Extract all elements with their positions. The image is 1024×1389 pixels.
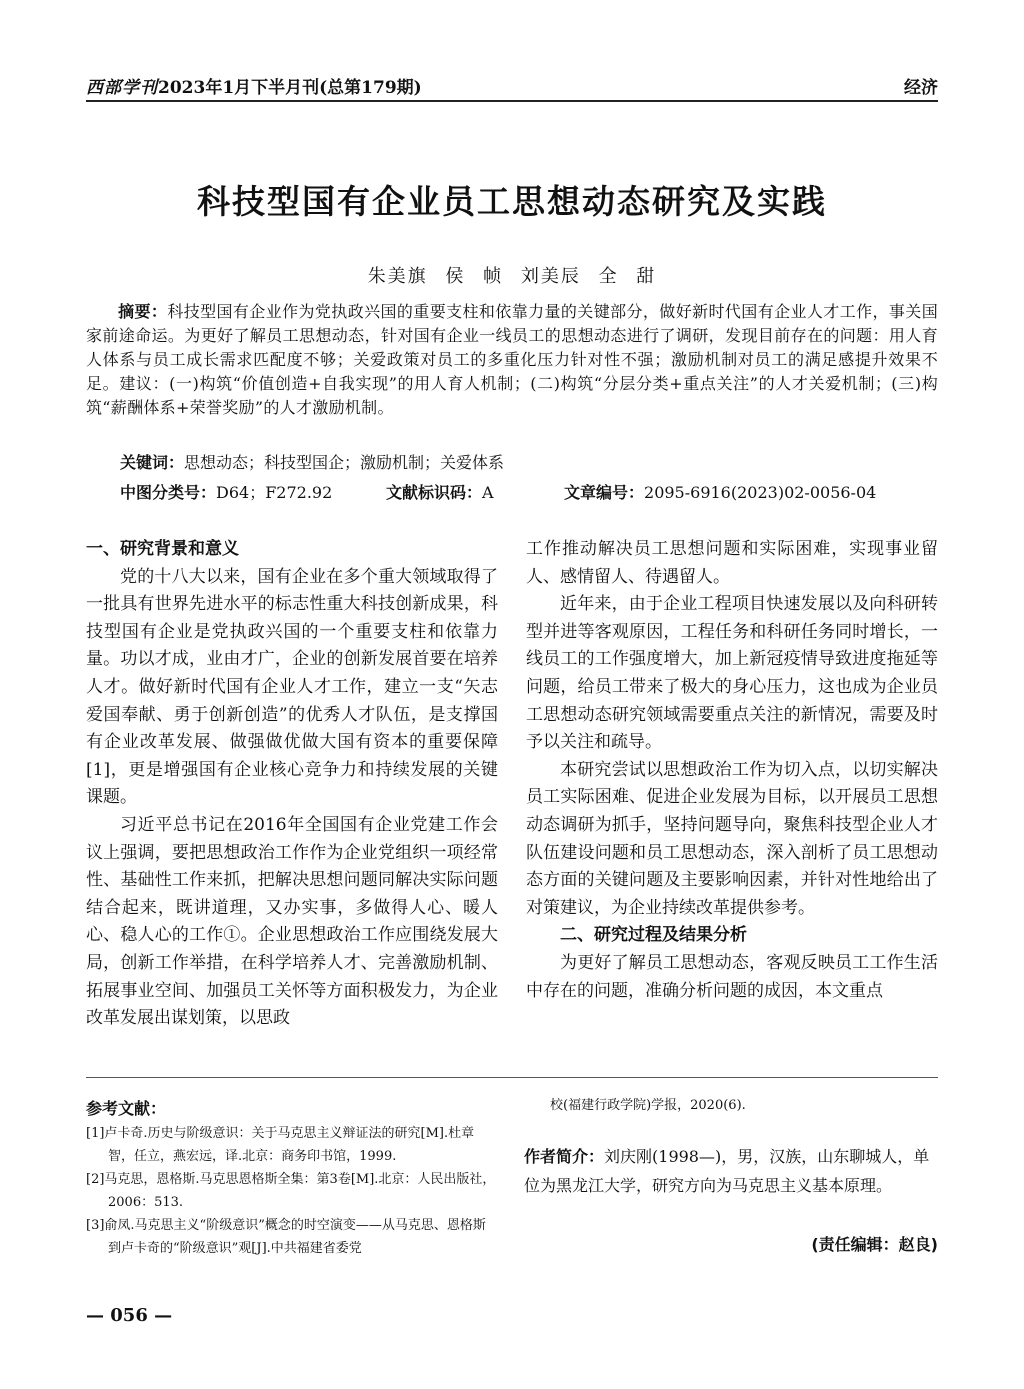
article-number <box>564 480 876 503</box>
clc-code <box>120 480 332 503</box>
paragraph: 本研究尝试以思想政治工作为切入点，以切实解决员工实际困难、促进企业发展为目标，以开展员工思想动态调研为抓手，坚持问题导向，聚焦科技型企业人才队伍建设问题和员工思想动态，深入剖析了员工思想动态方面的关键问题及主要影响因素，并针对性地给出了对策建议，为企业持续改革提供参考。 <box>526 759 938 918</box>
doc-value: A <box>482 483 494 502</box>
journal-logo: 西部学刊 <box>86 78 158 98</box>
abstract <box>86 300 938 420</box>
references-title: 参考文献： <box>86 1099 167 1118</box>
article-title: 科技型国有企业员工思想动态研究及实践 <box>197 182 827 221</box>
reference-item: [1]卢卡奇.历史与阶级意识：关于马克思主义辩证法的研究[M].杜章智，任立，燕宏远，译.北京：商务印书馆，1999. <box>86 1126 475 1164</box>
keywords-text: 思想动态；科技型国企；激励机制；关爱体系 <box>184 453 505 472</box>
abstract-text: 科技型国有企业作为党执政兴国的重要支柱和依靠力量的关键部分，做好新时代国有企业人才工作，事关国家前途命运。为更好了解员工思想动态，针对国有企业一线员工的思想动态进行了调研，发现目前存在的问题：用人育人体系与员工成长需求匹配度不够；关爱政策对员工的多重化压力针对性不强；激励机制对员工的满足感提升效果不足。建议：(一)构筑“价值创造+自我实现”的用人育人机制；(二)构筑“分层分类+重点关注”的人才关爱机制；(三)构筑“薪酬体系+荣誉奖励”的人才激励机制。 <box>86 302 938 417</box>
clc-label: 中图分类号： <box>120 483 217 502</box>
reference-item: [3]俞凤.马克思主义“阶级意识”概念的时空演变——从马克思、恩格斯到卢卡奇的“阶级意识”观[J].中共福建省委党 <box>86 1218 486 1256</box>
paragraph: 习近平总书记在2016年全国国有企业党建工作会议上强调，要把思想政治工作作为企业党组织一项经常性、基础性工作来抓，把解决思想问题同解决实际问题结合起来，既讲道理，又办实事，多做得人心、暖人心、稳人心的工作①。企业思想政治工作应围绕发展大局，创新工作举措，在科学培养人才、完善激励机制、拓展事业空间、加强员工关怀等方面积极发力，为企业改革发展出谋划策，以思政 <box>86 814 498 1029</box>
section-label: 经济 <box>904 78 938 98</box>
abstract-label: 摘要： <box>118 302 168 321</box>
author-list: 朱美旗 侯 帧 刘美辰 全 甜 <box>367 266 657 287</box>
section-heading-2: 二、研究过程及结果分析 <box>560 925 747 946</box>
page-number: — 056 — <box>86 1305 173 1326</box>
section-heading-1: 一、研究背景和意义 <box>86 539 239 559</box>
header-rule <box>86 100 938 102</box>
article-label: 文章编号： <box>564 483 645 502</box>
paragraph: 近年来，由于企业工程项目快速发展以及向科研转型并进等客观原因，工程任务和科研任务同时增长，一线员工的工作强度增大，加上新冠疫情导致进度拖延等问题，给员工带来了极大的身心压力，这也成为企业员工思想动态研究领域需要重点关注的新情况，需要及时予以关注和疏导。 <box>526 594 938 753</box>
keywords <box>120 450 504 473</box>
keywords-label: 关键词： <box>120 453 185 472</box>
author-bio-label: 作者简介： <box>524 1147 605 1166</box>
issue-info: 2023年1月下半月刊(总第179期) <box>158 78 422 98</box>
reference-continuation: 校(福建行政学院)学报，2020(6). <box>550 1098 746 1113</box>
right-column <box>526 536 938 1005</box>
clc-value: D64；F272.92 <box>216 483 333 502</box>
reference-list <box>86 1122 498 1260</box>
author-bio-text: 刘庆刚(1998—)，男，汉族，山东聊城人，单位为黑龙江大学，研究方向为马克思主义基本原理。 <box>524 1147 930 1195</box>
running-header <box>86 73 422 98</box>
document-code <box>386 480 494 503</box>
reference-item: [2]马克思，恩格斯.马克思恩格斯全集：第3卷[M].北京：人民出版社，2006：513. <box>86 1172 496 1210</box>
responsible-editor: (责任编辑：赵良) <box>811 1235 938 1254</box>
author-bio <box>524 1142 938 1200</box>
footnote-rule <box>86 1077 938 1078</box>
paragraph-continued: 工作推动解决员工思想问题和实际困难，实现事业留人、感情留人、待遇留人。 <box>526 539 938 587</box>
left-column <box>86 536 498 1033</box>
doc-label: 文献标识码： <box>386 483 483 502</box>
paragraph: 党的十八大以来，国有企业在多个重大领域取得了一批具有世界先进水平的标志性重大科技创新成果，科技型国有企业是党执政兴国的一个重要支柱和依靠力量。功以才成，业由才广，企业的创新发展首要在培养人才。做好新时代国有企业人才工作，建立一支“矢志爱国奉献、勇于创新创造”的优秀人才队伍，是支撑国有企业改革发展、做强做优做大国有资本的重要保障[1]，更是增强国有企业核心竞争力和持续发展的关键课题。 <box>86 566 498 808</box>
article-value: 2095-6916(2023)02-0056-04 <box>644 483 877 502</box>
paragraph: 为更好了解员工思想动态，客观反映员工工作生活中存在的问题，准确分析问题的成因，本文重点 <box>526 952 938 1001</box>
